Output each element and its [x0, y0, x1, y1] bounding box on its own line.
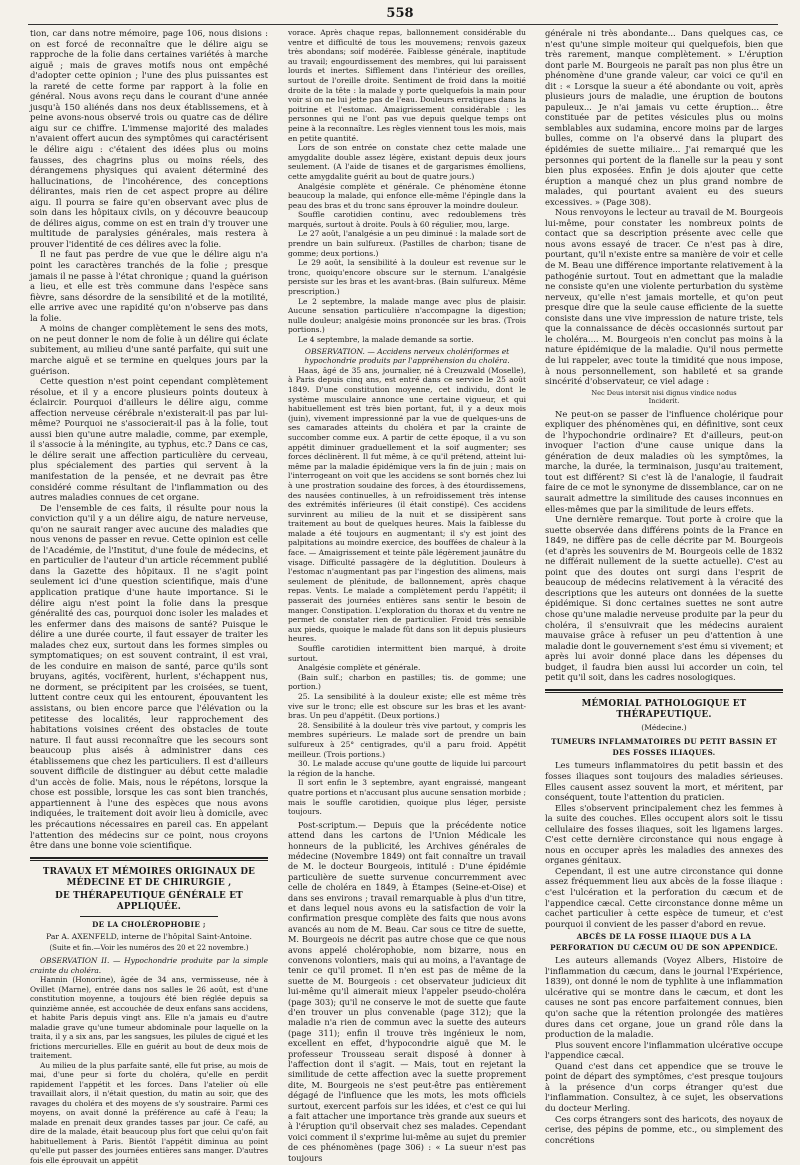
adage-line-1: Nec Deus intersit nisi dignus vindice nodus — [591, 388, 737, 397]
article-title: DE LA CHOLÉROPHOBIE ; — [92, 919, 206, 929]
section-rule — [30, 860, 268, 861]
observation-label: OBSERVATION II. — Hypochondrie produite par la simple crainte du choléra. — [30, 956, 268, 975]
paragraph: Cette question n'est point cependant complètement résolue, et il y a encore plusieurs points douteux à éclaircir. Pourquoi d'ailleurs le délire aigu, comme affection nerveuse cérébrale n'existerait-il pas par lui-même? Pourquoi ne s'associerait-il pas à la folie, tout aussi bien qu'une autre maladie, comme, par exemple, il s'associe à la méningite, au typhus, etc.? Dans ce cas, le délire serait une affection particulière du cerveau, plus spécialement des parties qui servent à la manifestation de la pensée, et ne devrait pas être considéré comme résultant de l'inflammation ou des autres maladies connues de cet organe. — [30, 376, 268, 503]
paragraph: Nous renvoyons le lecteur au travail de M. Bourgeois lui-même, pour constater les nombreux points de contact que sa description présente avec celle que nous avons essayé de tracer. Ce n'est pas à dire, pourtant, qu'il n'existe entre sa manière de voir et celle de M. Beau une différence importante relativement à la pathogénie surtout. Tout en admettant que la maladie ne consiste qu'en une violente perturbation du système nerveux, qu'elle n'est jamais mortelle, et qu'on peut presque dire que la seule cause efficiente de la suette consiste dans une vive impression de nature triste, tels que la connaissance de décès occasionnés surtout par le choléra.... M. Bourgeois n'en conclut pas moins à la nature épidémique de la maladie. Qu'il nous permette de lui rappeler, avec toute la timidité que nous impose, à nous personnellement, son habileté et sa grande sincérité d'observateur, ce viel adage : — [545, 207, 783, 387]
page-number: 558 — [386, 6, 414, 21]
section-rule — [545, 692, 783, 693]
paragraph: Haas, âgé de 35 ans, journalier, né à Creuzwald (Moselle), à Paris depuis cinq ans, est entré dans ce service le 25 août 1849. D'une constitution moyenne, cet individu, dont le système musculaire annonce une certaine vigueur, et qui habituellement est très bien portant, fut, il y a deux mois (juin), vivement impressionné par la vue de quelques-uns de ses camarades atteints du choléra et par la crainte de succomber comme eux. A partir de cette époque, il a vu son appétit diminuer graduellement et la soif augmenter; ses forces déclinèrent. Il fut même, à ce qu'il prétend, atteint lui-même par la maladie épidémique vers la fin de juin ; mais on l'interrogeant on voit que les accidens se sont bornés chez lui à une prostration soudaine des forces, à des étourdissemens, des nausées continuelles, à un refroidissement très intense des extrémités inférieures (il était constipé). Ces accidens survinrent au milieu de la nuit et se dissipèrent sans traitement au bout de quelques heures. Mais la faiblesse du malade a été toujours en augmentant; il s'y est joint des palpitations au moindre exercice, des bouffées de chaleur à la face. — Amaigrissement et teinte pâle légèrement jaunâtre du visage. Difficulté passagère de la déglutition. Douleurs à l'estomac n'augmentant pas par l'ingestion des alimens, mais seulement de plénitude, de ballonnement, après chaque repas. Vents. Le malade a complètement perdu l'appétit; il passerait des journées entières sans sentir le besoin de manger. Constipation. L'exploration du thorax et du ventre ne permet de constater rien de particulier. Froid très sensible aux pieds, quoique le malade fût dans son lit depuis plusieurs heures. — [288, 365, 526, 644]
article-note: (Suite et fin.—Voir les numéros des 20 et 22 novembre.) — [49, 943, 249, 952]
section-rule — [30, 857, 268, 859]
paragraph: Ne peut-on se passer de l'influence cholérique pour expliquer des phénomènes qui, en définitive, sont ceux de l'hypochondrie ordinaire? Et d'ailleurs, peut-on invoquer l'action d'une cause unique dans la génération de deux maladies où les symptômes, la marche, la durée, la terminaison, jusqu'au traitement, tout est différent? Si c'est là de l'analogie, il faudrait faire de ce mot le synonyme de dissemblance, car on ne saurait admettre la similitude des causes inconnues en elles-mêmes que par la similitude de leurs effets. — [545, 408, 783, 514]
observation-label: OBSERVATION. — Accidens nerveux cholériformes et hypochondrie produits par l'appréhension du choléra. — [304, 346, 510, 366]
paragraph: Post-scriptum.— Depuis que la précédente notice attend dans les cartons de l'Union Médicale les honneurs de la publicité, les Archives générales de médecine (Novembre 1849) ont fait connaître un travail de M. le docteur Bourgeois, intitulé : D'une épidémie particulière de suette survenue concurremment avec celle de choléra en 1849, à Étampes (Seine-et-Oise) et dans ses environs ; travail remarquable à plus d'un titre, et dans lequel nous avons eu la satisfaction de voir la confirmation presque complète des faits que nous avons avancés au nom de M. Beau. Car sous ce titre de suette, M. Bourgeois ne décrit pas autre chose que ce que nous avons appelé cholérophobie, nom bizarre, nous en convenons volontiers, mais qui au moins, a l'avantage de tenir ce qu'il promet. Il n'en est pas de même de la suette de M. Bourgeois : cet observateur judicieux dit lui-même qu'il aimerait mieux l'appeler pseudo-choléra (page 303); qu'il ne conserve le mot de suette que faute d'en trouver un plus convenable (page 312); que la maladie n'a rien de commun avec la suette des auteurs (page 311); enfin il trouve très ingénieux le nom, excellent en effet, d'hypocondrie aiguë que M. le professeur Trousseau serait disposé à donner à l'affection dont il s'agit. — Mais, tout en rejetant la similitude de cette affection avec la suette proprement dite, M. Bourgeois ne s'est peut-être pas entièrement dégagé de l'influence que les mots, les mots officiels surtout, exercent parfois sur les idées, et c'est ce qui lui a fait attacher une importance très grande aux sueurs et à l'éruption qu'il observait chez ses malades. Cependant voici comment il s'exprime lui-même au sujet du premier de ces phénomènes (page 306) : « La sueur n'est pas toujours — [288, 819, 526, 1163]
column-2 — [288, 28, 526, 1163]
paragraph: (Bain sulf.; charbon en pastilles; tis. de gomme; une portion.) — [288, 672, 526, 692]
paragraph: Les tumeurs inflammatoires du petit bassin et des fosses iliaques sont toujours des maladies sérieuses. Elles causent assez souvent la mort, et méritent, par conséquent, toute l'attention du praticien. — [545, 760, 783, 803]
paragraph: De l'ensemble de ces faits, il résulte pour nous la conviction qu'il y a un délire aigu, de nature nerveuse, qu'on ne saurait ranger avec aucune des maladies que nous venons de passer en revue. Cette opinion est celle de l'Académie, de l'Institut, d'une foule de médecins, et en particulier de l'auteur d'un article récemment publié dans la Gazette des hôpitaux. Il ne s'agit point seulement ici d'une question scientifique, mais d'une application pratique d'une haute importance. Si le délire aigu n'est point la folie dans la presque généralité des cas, pourquoi donc isoler les malades et les enfermer dans des maisons de santé? Puisque le délire a une durée courte, il faut essayer de traiter les malades chez eux, surtout dans les formes simples ou symptomatiques; on est souvent contraint, il est vrai, de les conduire en maison de santé, parce qu'ils sont bruyans, agités, vocifèrent, hurlent, s'échappent nus, ne dorment, se précipitent par les croisées, se tuent, luttent contre ceux qui les entourent, épouvantent les assistans, ou bien encore parce que l'élévation ou la petitesse des localités, leur rapprochement des habitations voisines créent des obstacles de toute nature. Il faut aussi reconnaître que les secours sont beaucoup plus aisés à administrer dans ces établissemens que chez les particuliers. Il est d'ailleurs souvent difficile de distinguer au début cette maladie d'un accès de folie. Mais, nous le répétons, lorsque la chose est possible, lorsque les cas sont bien tranchés, appartiennent à l'une des espèces que nous avons indiquées, le traitement doit avoir lieu à domicile, avec les précautions nécessaires en pareil cas. En appelant l'attention des médecins sur ce point, nous croyons être dans une bonne voie scientifique. — [30, 502, 268, 851]
paragraph: Au milieu de la plus parfaite santé, elle fut prise, au mois de mai, d'une peur si forte du choléra, qu'elle en perdit rapidement l'appétit et les forces. Dans l'atelier où elle travaillait alors, il n'était question, du matin au soir, que des ravages du choléra et des moyens de s'y soustraire. Parmi ces moyens, on avait donné la préférence au café à l'eau; la malade en prenait deux grandes tasses par jour. Ce café, au dire de la malade, était beaucoup plus fort que celui qu'on fait habituellement à Paris. Bientôt l'appétit diminua au point qu'elle put passer des journées entières sans manger. D'autres fois elle éprouvait un appétit — [30, 1060, 268, 1165]
article-author: Par A. AXENFELD, interne de l'hôpital Saint-Antoine. — [46, 932, 252, 942]
adage-line-2: Inciderit. — [648, 396, 680, 405]
paragraph: Le 2 septembre, la malade mange avec plus de plaisir. Aucune sensation particulière n'accompagne la digestion; nulle douleur; analgésie moins prononcée sur les bras. (Trois portions.) — [288, 296, 526, 335]
paragraph: Il ne faut pas perdre de vue que le délire aigu n'a point les caractères tranchés de la folie ; presque jamais il ne passe à l'état chronique ; quand la guérison a lieu, et elle est très commune dans l'espèce sans fièvre, sans désordre de la sensibilité et de la motilité, elle arrive avec une rapidité qu'on n'observe pas dans la folie. — [30, 249, 268, 323]
column-3 — [545, 28, 783, 1145]
article-title: TUMEURS INFLAMMATOIRES DU PETIT BASSIN ET DES FOSSES ILIAQUES. — [551, 737, 777, 757]
paragraph: Hannin (Honorine), âgée de 34 ans, vermisseuse, née à Ovillet (Marne), entrée dans nos salles le 26 août, est d'une constitution moyenne, a toujours été bien réglée depuis sa quinzième année, est accouchée de deux enfans sans accidens, et habite Paris depuis vingt ans. Elle n'a jamais eu d'autre maladie grave qu'une tumeur abdominale pour laquelle on la traita, il y a six ans, par les sangsues, les pilules de cigué et les frictions mercurielles. Elle en guérit au bout de deux mois de traitement. — [30, 975, 268, 1061]
section-subtitle: (Médecine.) — [641, 722, 687, 732]
section-title: TRAVAUX ET MÉMOIRES ORIGINAUX DE MÉDECINE ET DE CHIRURGIE , — [42, 866, 256, 888]
column-1 — [30, 28, 268, 1165]
paragraph: générale ni très abondante... Dans quelques cas, ce n'est qu'une simple moiteur qui quelquefois, bien que très rarement, manque complètement. » L'éruption dont parle M. Bourgeois ne paraît pas non plus être un phénomène d'une grande valeur, car voici ce qu'il en dit : « Lorsque la sueur a été abondante ou voit, après plusieurs jours de maladie, une éruption de boutons papuleux... Je n'ai jamais vu cette éruption... être constituée par de petites vésicules plus ou moins semblables aux sudamina, encore moins par de larges bulles, comme on l'a observé dans la plupart des épidémies de suette miliaire... J'ai remarqué que les personnes qui portent de la flanelle sur la peau y sont bien plus exposées. Enfin je dois ajouter que cette éruption a manqué chez un plus grand nombre de malades, qui pourtant avaient eu des sueurs excessives. » (Page 308). — [545, 28, 783, 207]
paragraph: Analgésie complète et générale. Ce phénomène étonne beaucoup la malade, qui enfonce elle-même l'épingle dans la peau des bras et du tronc sans éprouver la moindre douleur. — [288, 181, 526, 210]
paragraph: Cependant, il est une autre circonstance qui donne assez fréquemment lieu aux abcès de la fosse iliaque : c'est l'ulcération et la perforation du cæcum et de l'appendice cæcal. Cette circonstance donne même un cachet particulier à cette espèce de tumeur, et c'est pourquoi il convient de les passer d'abord en revue. — [545, 865, 783, 929]
article-title: ABCÈS DE LA FOSSE ILIAQUE DUS A LA PERFORATION DU CÆCUM OU DE SON APPENDICE. — [550, 932, 778, 952]
paragraph: Analgésie complète et générale. — [298, 663, 421, 673]
section-title: MÉMORIAL PATHOLOGIQUE ET THÉRAPEUTIQUE. — [581, 698, 747, 720]
paragraph: Les auteurs allemands (Voyez Albers, Histoire de l'inflammation du cæcum, dans le journal l'Expérience, 1839), ont donné le nom de typhlite à une inflammation ulcérative qui se montre dans le cæcum, et dont les causes ne sont pas encore parfaitement connues, bien qu'on sache que la rétention prolongée des matières dures dans cet organe, joue un grand rôle dans la production de la maladie. — [545, 955, 783, 1040]
section-title-2: DE THÉRAPEUTIQUE GÉNÉRALE ET APPLIQUÉE. — [55, 890, 243, 912]
paragraph: Souffle carotidien continu, avec redoublemens très marqués, surtout à droite. Pouls à 60 régulier, mou, large. — [288, 210, 526, 229]
paragraph: Elles s'observent principalement chez les femmes à la suite des couches. Elles occupent alors soit le tissu cellulaire des fosses iliaques, soit les ligamens larges. C'est cette dernière circonstance qui nous engage à nous en occuper après les maladies des annexes des organes génitaux. — [545, 802, 783, 866]
section-rule — [545, 689, 783, 691]
paragraph: 28. Sensibilité à la douleur très vive partout, y compris les membres supérieurs. Le malade sort de prendre un bain sulfureux à 25° centigrades, qu'il a paru froid. Appétit meilleur. (Trois portions.) — [288, 720, 526, 759]
paragraph: Lors de son entrée on constate chez cette malade une amygdalite double assez légère, existant depuis deux jours seulement. (A l'aide de tisanes et de gargarismes émolliens, cette amygdalite guérit au bout de quatre jours.) — [288, 143, 526, 181]
paragraph: Quand c'est dans cet appendice que se trouve le point de départ des symptômes, c'est presque toujours à la présence d'un corps étranger qu'est due l'inflammation. Consultez, à ce sujet, les observations du docteur Merling. — [545, 1060, 783, 1113]
paragraph: Le 29 août, la sensibilité à la douleur est revenue sur le tronc, quoiqu'encore obscure sur le sternum. L'analgésie persiste sur les bras et les avant-bras. (Bain sulfureux. Même prescription.) — [288, 258, 526, 297]
paragraph: Souffle carotidien intermittent bien marqué, à droite surtout. — [288, 644, 526, 663]
paragraph: Une dernière remarque. Tout porte à croire que la suette observée dans différens points de la France en 1849, ne diffère pas de celle décrite par M. Bourgeois (et d'après les souvenirs de M. Bourgeois celle de 1832 ne différait nullement de la suette actuelle). C'est au point que des doutes ont surgi dans l'esprit de beaucoup de médecins relativement à la véracité des descriptions que les auteurs ont données de la suette épidémique. Si donc certaines suettes ne sont autre chose qu'une maladie nerveuse produite par la peur du choléra, il s'ensuivrait que les médecins auraient mauvaise grâce à refuser un peu d'attention à une maladie dont le gouvernement s'est ému si vivement; et après lui avoir donné place dans les dépenses du budget, il faudra bien aussi lui accorder un coin, tel petit qu'il soit, dans les cadres nosologiques. — [545, 514, 783, 683]
paragraph: tion, car dans notre mémoire, page 106, nous disions : on est forcé de reconnaître que le délire aigu se rapproche de la folie dans certaines variétés à marche aiguë ; mais de graves motifs nous ont empêché d'adopter cette opinion ; l'une des plus puissantes est la rareté de cette forme par rapport à la folie en général. Nous avons reçu dans le courant d'une année jusqu'à 150 aliénés dans nos deux établissemens, et à peine avons-nous observé trois ou quatre cas de délire aigu sur ce chiffre. L'immense majorité des malades n'avaient offert aucun des symptômes qui caractérisent le délire aigu : c'étaient des idées plus ou moins fausses, des chagrins plus ou moins réels, des dérangemens physiques qui avaient déterminé des hallucinations, de l'incohérence, des conceptions délirantes, mais rien de cet aspect propre au délire aigu. Il pourra se faire qu'en observant avec plus de soin dans les hôpitaux civils, on y découvre beaucoup de délires aigus, comme on est en train d'y trouver une multitude de paralysies générales, mais restera à prouver l'identité de ces délires avec la folie. — [30, 28, 268, 249]
paragraph: 30. Le malade accuse qu'une goutte de liquide lui parcourt la région de la hanche. — [288, 759, 526, 778]
paragraph: A moins de changer complètement le sens des mots, on ne peut donner le nom de folie à un délire qui éclate subitement, au milieu d'une santé parfaite, qui suit une marche aiguë et se termine en quelques jours par la guérison. — [30, 323, 268, 376]
paragraph: 25. La sensibilité à la douleur existe; elle est même très vive sur le tronc; elle est obscure sur les bras et les avant-bras. Un peu d'appétit. (Deux portions.) — [288, 691, 526, 721]
paragraph: Le 27 août, l'analgésie a un peu diminué : la malade sort de prendre un bain sulfureux. (Pastilles de charbon; tisane de gomme; deux portions.) — [288, 229, 526, 258]
paragraph: Plus souvent encore l'inflammation ulcérative occupe l'appendice cæcal. — [545, 1039, 783, 1061]
paragraph: Le 4 septembre, la malade demande sa sortie. — [298, 335, 474, 344]
header-rule — [28, 24, 778, 25]
paragraph: Il sort enfin le 3 septembre, ayant engraissé, mangeant quatre portions et n'accusant plus aucune sensation morbide ; mais le souffle carotidien, quoique plus léger, persiste toujours. — [288, 778, 526, 817]
paragraph: Ces corps étrangers sont des haricots, des noyaux de cerise, des pépins de pomme, etc., ou simplement des concrétions — [545, 1113, 783, 1145]
section-rule — [80, 916, 218, 917]
paragraph: vorace. Après chaque repas, ballonnement considérable du ventre et difficulté de tous les mouvemens; renvois gazeux très abondans; soif modérée. Faiblesse générale, inaptitude au travail; engourdissement des membres, qui lui paraissent lourds et inertes. Sifflement dans l'intérieur des oreilles, surtout de l'oreille droite. Sentiment de froid dans la moitié droite de la tête : la malade y porte quelquefois la main pour voir si on ne lui jette pas de l'eau. Douleurs erratiques dans la poitrine et l'estomac. Amaigrissement considérable : les personnes qui ne l'ont pas vue depuis quelque temps ont peine à la reconnaître. Les règles viennent tous les mois, mais en petite quantité. — [288, 28, 526, 143]
